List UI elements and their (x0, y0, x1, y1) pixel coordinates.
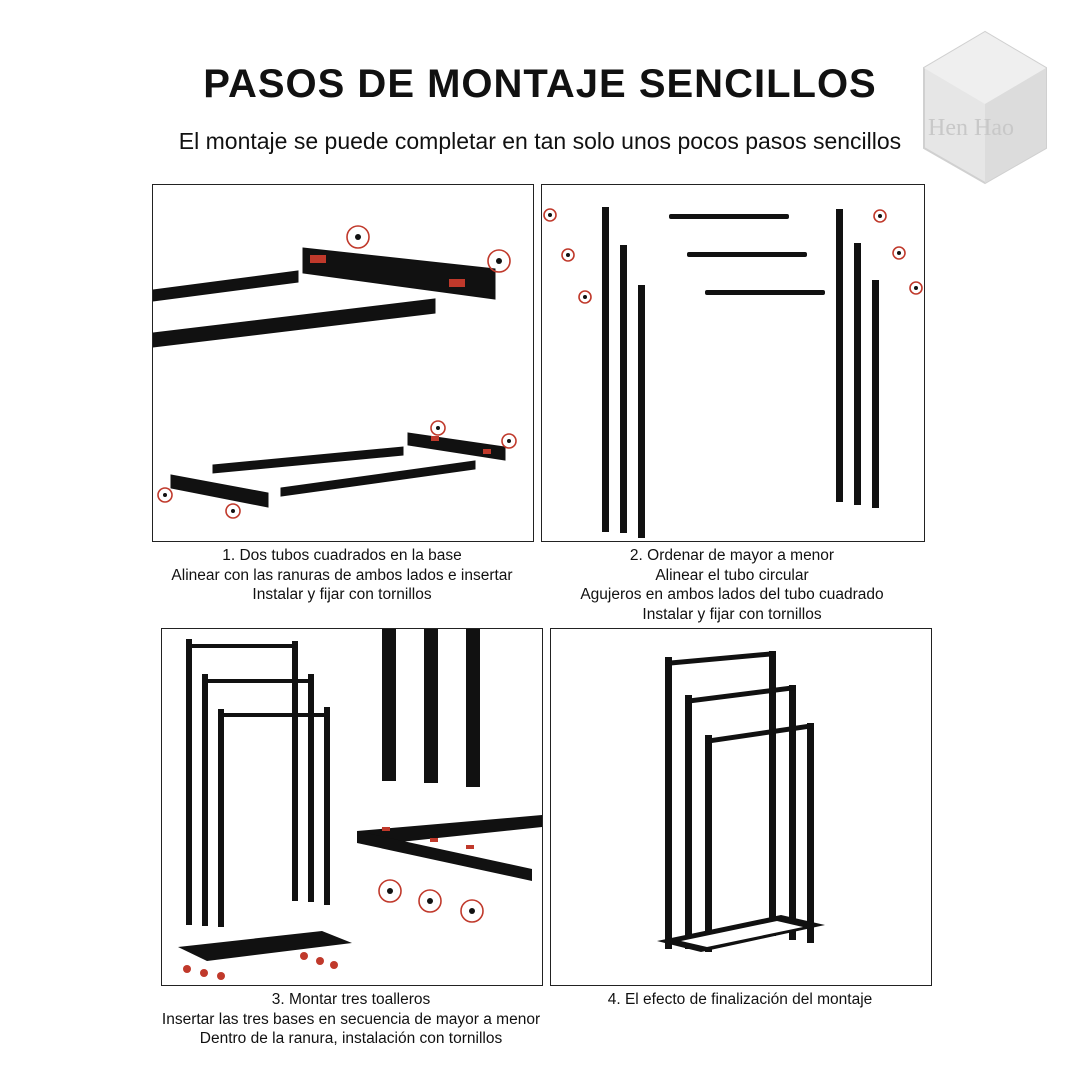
caption-line: 1. Dos tubos cuadrados en la base (222, 547, 462, 564)
step-2-caption (541, 546, 923, 624)
page-subtitle: El montaje se puede completar en tan solo unos pocos pasos sencillos (178, 128, 902, 154)
step-4-illustration (551, 629, 931, 985)
caption-line: Insertar las tres bases en secuencia de mayor a menor (161, 1010, 541, 1028)
step-3-panel (161, 628, 543, 986)
caption-line: 4. El efecto de finalización del montaje (607, 991, 873, 1008)
step-1-panel (152, 184, 534, 542)
step-1-illustration (153, 185, 533, 541)
step-3-caption (161, 990, 541, 1049)
caption-line: Alinear con las ranuras de ambos lados e insertar (171, 566, 513, 584)
step-1-caption (152, 546, 532, 605)
caption-line: 3. Montar tres toalleros (271, 991, 431, 1008)
step-3-illustration (162, 629, 542, 985)
step-2-illustration (542, 185, 924, 541)
caption-line: Dentro de la ranura, instalación con tornillos (199, 1030, 503, 1047)
watermark-logo (920, 30, 1050, 185)
caption-line: Agujeros en ambos lados del tubo cuadrado (580, 586, 884, 603)
caption-line: Instalar y fijar con tornillos (252, 586, 432, 603)
step-4-caption (550, 990, 930, 1010)
watermark-text: Hen Hao (928, 115, 1014, 141)
page-title: PASOS DE MONTAJE SENCILLOS (203, 62, 877, 106)
caption-line: Instalar y fijar con tornillos (642, 605, 822, 623)
step-4-panel (550, 628, 932, 986)
caption-line: 2. Ordenar de mayor a menor (629, 547, 835, 564)
caption-line: Alinear el tubo circular (655, 566, 809, 584)
step-2-panel (541, 184, 925, 542)
